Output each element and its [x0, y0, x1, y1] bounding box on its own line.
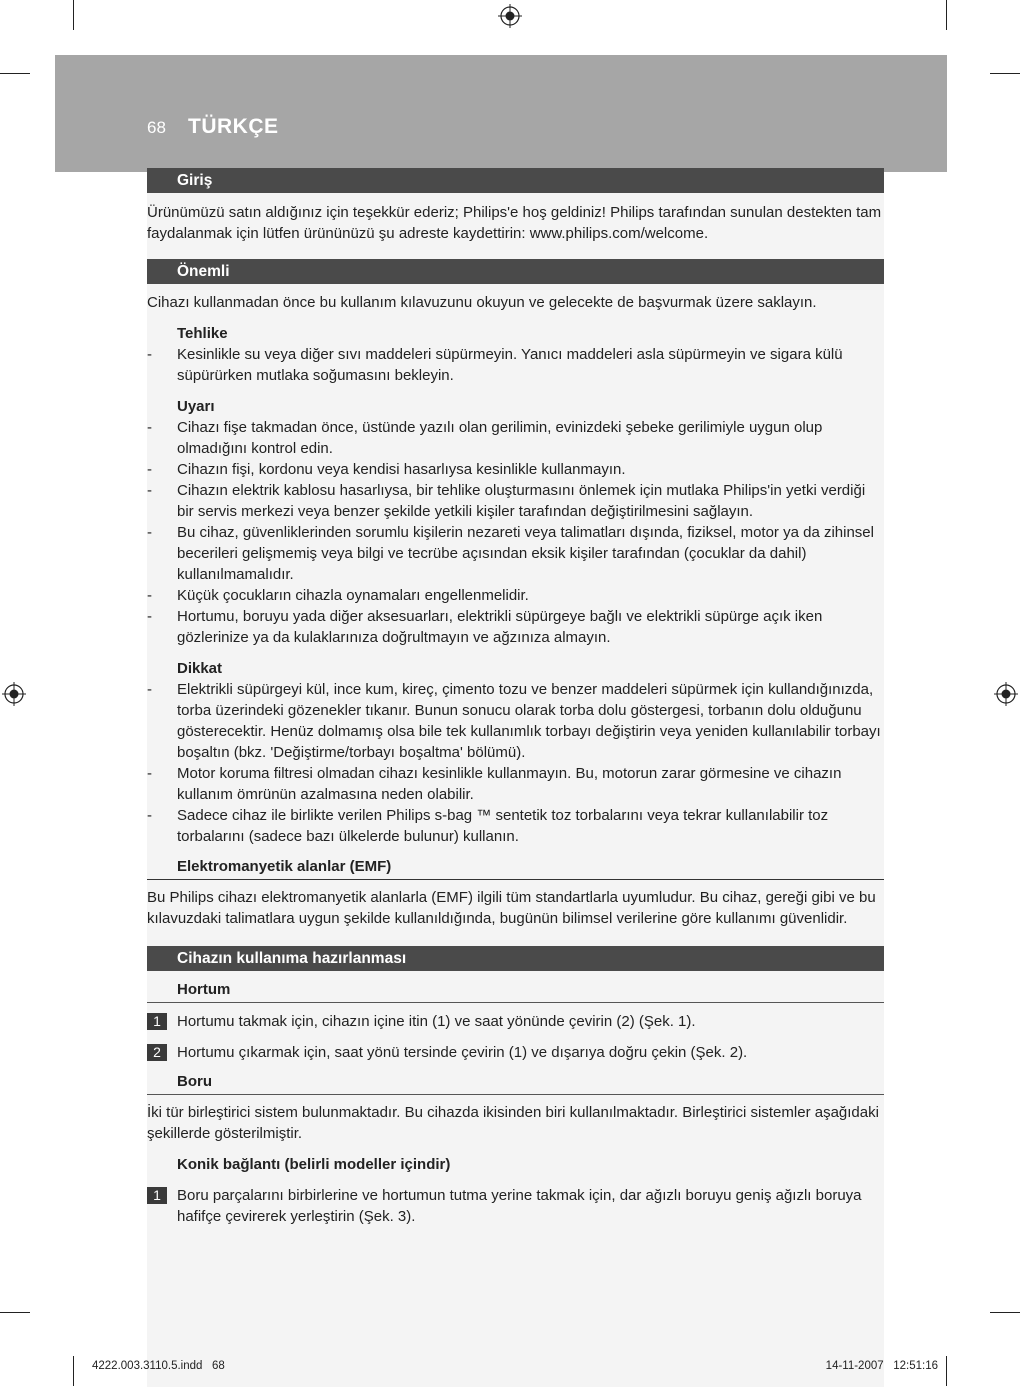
list-item: - Küçük çocukların cihazla oynamaları engellenmelidir. — [147, 585, 884, 606]
registration-mark-icon — [2, 682, 26, 706]
header-band — [55, 55, 947, 172]
list-item: - Motor koruma filtresi olmadan cihazı kesinlikle kullanmayın. Bu, motorun zarar görmesine ve cihazın kullanım ömrünün azalmasına neden olabilir. — [147, 763, 884, 805]
list-item: - Kesinlikle su veya diğer sıvı maddeleri süpürmeyin. Yanıcı maddeleri asla süpürmeyin ve sigara külü süpürürken mutlaka soğumasını bekleyin. — [147, 344, 884, 386]
crop-mark — [946, 0, 947, 30]
crop-mark — [73, 1356, 74, 1386]
boru-text: İki tür birleştirici sistem bulunmaktadır. Bu cihazda ikisinden biri kullanılmaktadır. Birleştirici sistemler aşağıdaki şekillerde gösterilmiştir. — [147, 1104, 879, 1142]
list-item: - Elektrikli süpürgeyi kül, ince kum, kireç, çimento tozu ve benzer maddeleri süpürmek için kullandığınızda, torba üzerindeki gözenekler tıkanır. Bunun sonucu olarak torba dolu göstergesi, torbanın dolu olduğunu gösterecektir. Henüz dolmamış olsa bile tek kullanımlık torbayı değiştirin veya yeniden kullanılabilir torbayı boşaltın (bkz. 'Değiştirme/torbayı boşaltma' bölümü). — [147, 679, 884, 763]
dikkat-heading: Dikkat — [177, 660, 223, 677]
footer-date: 14-11-2007 12:51:16 — [825, 1360, 938, 1372]
dikkat-list — [147, 679, 884, 847]
step-text: Hortumu çıkarmak için, saat yönü tersinde çevirin (1) ve dışarıya doğru çekin (Şek. 2). — [177, 1044, 748, 1061]
uyari-heading: Uyarı — [177, 398, 215, 415]
step-number: 1 — [147, 1187, 167, 1204]
uyari-list — [147, 417, 884, 648]
boru-heading: Boru — [147, 1071, 884, 1095]
tehlike-heading: Tehlike — [177, 325, 228, 342]
section-header-giris: Giriş — [147, 168, 884, 193]
list-item: - Cihazın fişi, kordonu veya kendisi hasarlıysa kesinlikle kullanmayın. — [147, 459, 884, 480]
list-item: - Hortumu, boruyu yada diğer aksesuarları, elektrikli süpürgeye bağlı ve elektrikli süpürge açık iken gözlerinize ya da kulaklarınıza doğrultmayın ve ağzınıza almayın. — [147, 606, 884, 648]
section-header-hazirlama: Cihazın kullanıma hazırlanması — [147, 946, 884, 971]
konik-heading: Konik bağlantı (belirli modeller içindir) — [177, 1156, 451, 1173]
step-item — [147, 1185, 884, 1227]
emf-heading: Elektromanyetik alanlar (EMF) — [147, 856, 884, 880]
crop-mark — [0, 73, 30, 74]
document-body — [147, 168, 884, 1227]
crop-mark — [73, 0, 74, 30]
list-item: - Cihazın elektrik kablosu hasarlıysa, bir tehlike oluşturmasını önlemek için mutlaka Philips'in yetki verdiği bir servis merkezi veya benzer şekilde yetkili kişiler tarafından değiştirilmesini sağlayın. — [147, 480, 884, 522]
list-item: - Cihazı fişe takmadan önce, üstünde yazılı olan gerilimin, evinizdeki şebeke gerilimiyle uygun olup olmadığını kontrol edin. — [147, 417, 884, 459]
emf-text: Bu Philips cihazı elektromanyetik alanlarla (EMF) ilgili tüm standartlarla uyumludur. Bu cihaz, gereği gibi ve bu kılavuzdaki talimatlara uygun şekilde kullanıldığında, bugünün bilimsel verilerine göre kullanımı güvenlidir. — [147, 889, 876, 927]
registration-mark-icon — [498, 4, 522, 28]
step-text: Hortumu takmak için, cihazın içine itin (1) ve saat yönünde çevirin (2) (Şek. 1). — [177, 1013, 696, 1030]
crop-mark — [990, 1312, 1020, 1313]
step-item — [147, 1011, 884, 1032]
step-item — [147, 1042, 884, 1063]
footer-file-name: 4222.003.3110.5.indd 68 — [92, 1360, 225, 1372]
crop-mark — [990, 73, 1020, 74]
hortum-heading: Hortum — [147, 979, 884, 1003]
step-number: 1 — [147, 1013, 167, 1030]
step-text: Boru parçalarını birbirlerine ve hortumun tutma yerine takmak için, dar ağızlı boruyu geniş ağızlı boruya hafifçe çevirerek yerleştirin (Şek. 3). — [177, 1187, 862, 1225]
onemli-text: Cihazı kullanmadan önce bu kullanım kılavuzunu okuyun ve gelecekte de başvurmak üzere saklayın. — [147, 294, 817, 311]
list-item: - Bu cihaz, güvenliklerinden sorumlu kişilerin nezareti veya talimatları dışında, fiziksel, motor ya da zihinsel becerileri gelişmemiş veya bilgi ve tecrübe açısından eksik kişiler tarafından (çocuklar da dahil) kullanılmamalıdır. — [147, 522, 884, 585]
section-header-onemli: Önemli — [147, 259, 884, 284]
tehlike-list — [147, 344, 884, 386]
crop-mark — [946, 1356, 947, 1386]
page-number: 68 — [147, 118, 166, 137]
language-title: TÜRKÇE — [188, 115, 279, 138]
step-number: 2 — [147, 1044, 167, 1061]
list-item: - Sadece cihaz ile birlikte verilen Philips s-bag ™ sentetik toz torbalarını veya tekrar kullanılabilir toz torbalarını (sadece bazı ülkelerde bulunur) kullanın. — [147, 805, 884, 847]
registration-mark-icon — [994, 682, 1018, 706]
crop-mark — [0, 1312, 30, 1313]
giris-text: Ürünümüzü satın aldığınız için teşekkür ederiz; Philips'e hoş geldiniz! Philips tarafından sunulan destekten tam faydalanmak için lütfen ürününüzü şu adreste kaydettirin: www.philips.com/welcome. — [147, 204, 882, 242]
